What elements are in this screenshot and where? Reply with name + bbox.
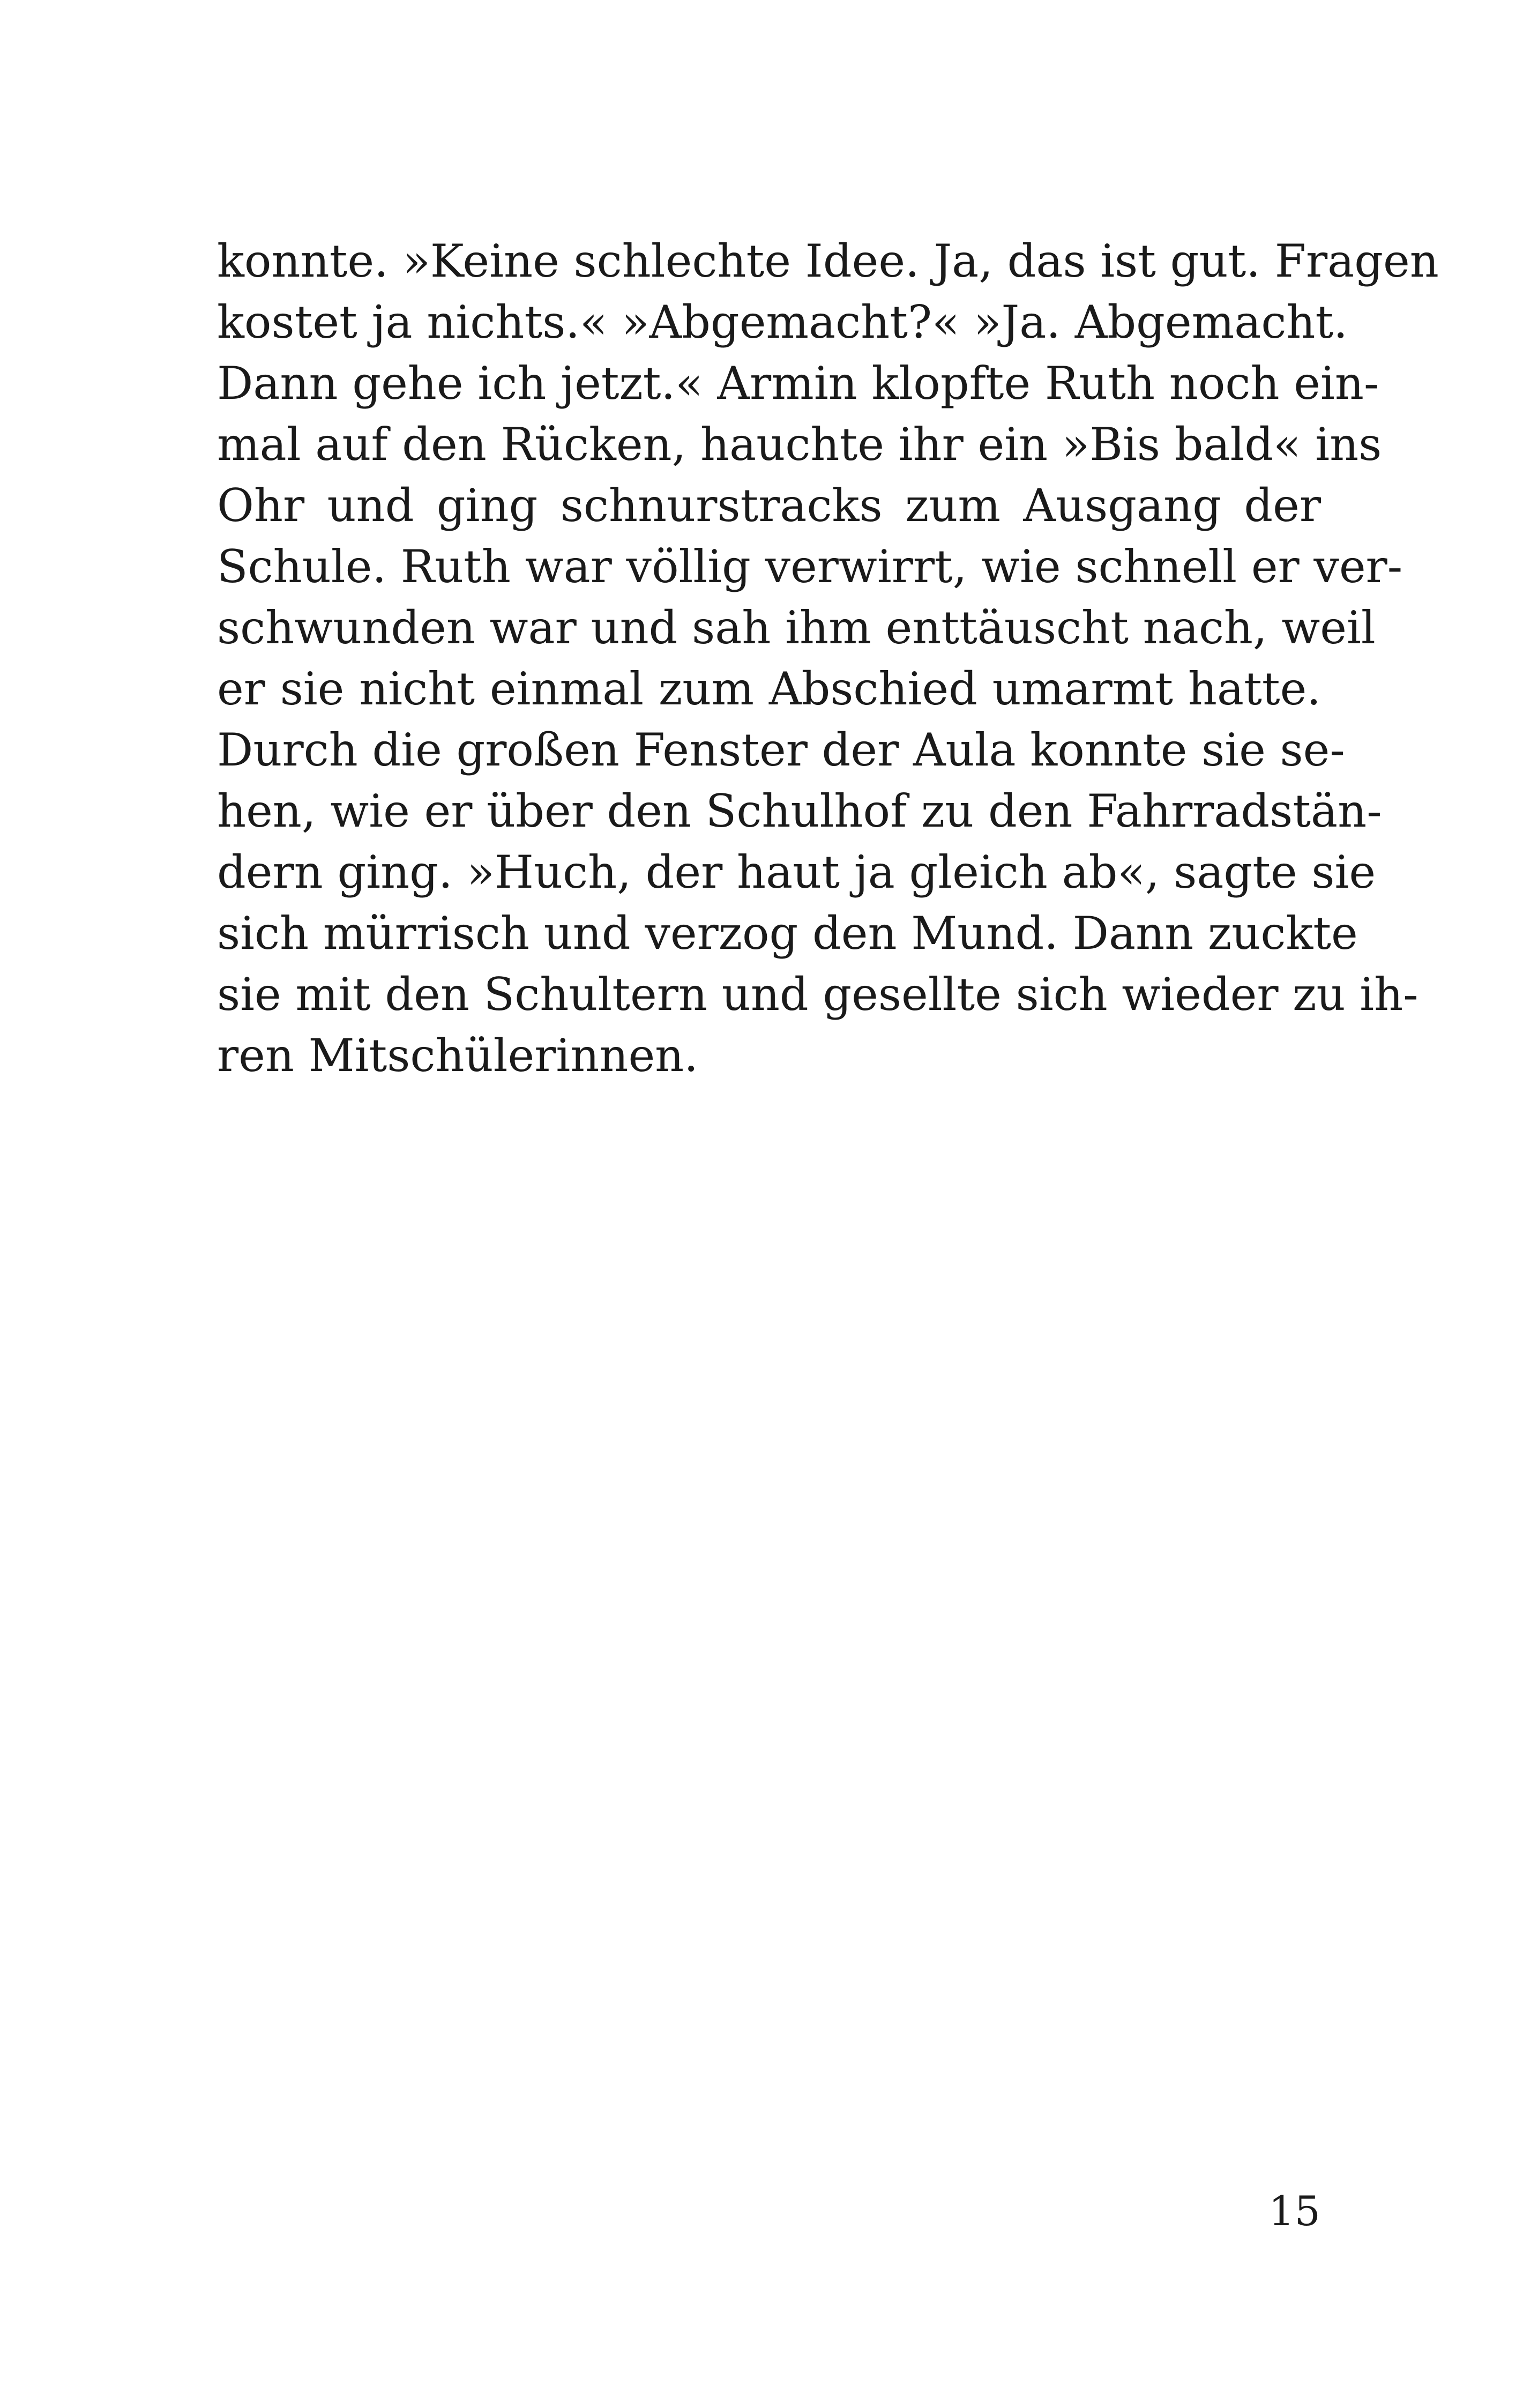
page-number: 15	[1268, 2187, 1320, 2235]
body-text	[217, 231, 1439, 1086]
text-line: sich mürrisch und verzog den Mund. Dann zuckte	[217, 907, 1358, 960]
text-line: konnte. »Keine schlechte Idee. Ja, das ist gut. Fragen	[217, 235, 1439, 287]
text-line: kostet ja nichts.« »Abgemacht?« »Ja. Abgemacht.	[217, 296, 1348, 348]
text-line: sie mit den Schultern und gesellte sich wieder zu ih-	[217, 968, 1419, 1021]
text-line: dern ging. »Huch, der haut ja gleich ab«, sagte sie	[217, 846, 1376, 898]
text-line: hen, wie er über den Schulhof zu den Fahrradstän-	[217, 785, 1382, 837]
text-line: Schule. Ruth war völlig verwirrt, wie schnell er ver-	[217, 540, 1403, 593]
text-line: er sie nicht einmal zum Abschied umarmt hatte.	[217, 663, 1321, 715]
text-line: Ohr und ging schnurstracks zum Ausgang der	[217, 479, 1321, 532]
text-line: ren Mitschülerinnen.	[217, 1029, 698, 1082]
text-line: mal auf den Rücken, hauchte ihr ein »Bis bald« ins	[217, 418, 1382, 471]
text-line: Dann gehe ich jetzt.« Armin klopfte Ruth noch ein-	[217, 357, 1379, 410]
text-line: Durch die großen Fenster der Aula konnte sie se-	[217, 724, 1345, 776]
text-line: schwunden war und sah ihm enttäuscht nach, weil	[217, 601, 1376, 654]
